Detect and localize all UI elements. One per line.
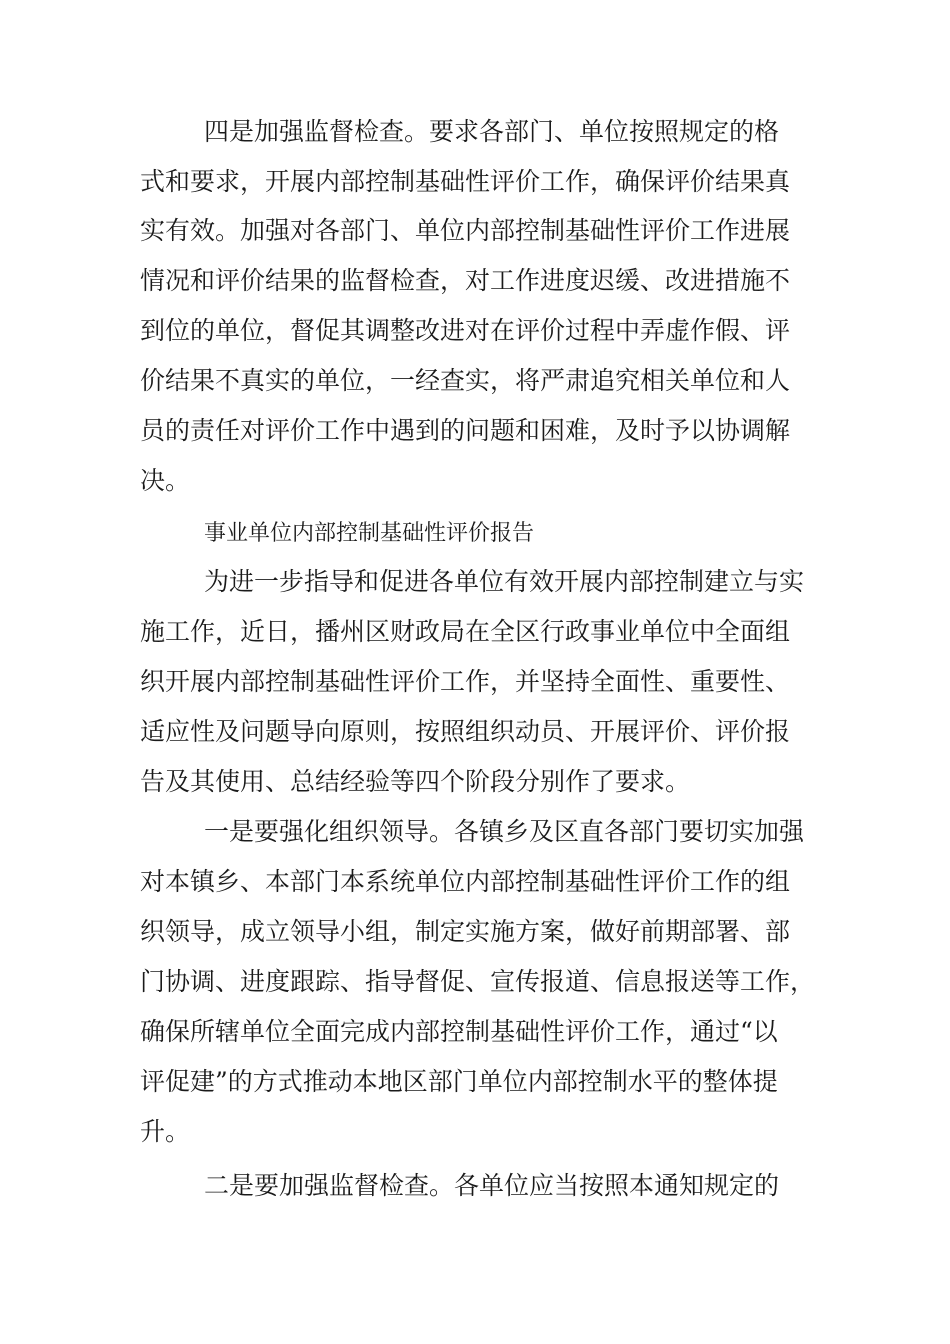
paragraph-1-line-1: 一是要强化组织领导。各镇乡及区直各部门要切实加强 — [204, 817, 805, 846]
paragraph-4-line-1: 四是加强监督检查。要求各部门、单位按照规定的格 — [204, 117, 780, 146]
intro-line-2: 施工作，近日，播州区财政局在全区行政事业单位中全面组 — [140, 617, 791, 646]
intro-line-1: 为进一步指导和促进各单位有效开展内部控制建立与实 — [204, 567, 805, 596]
paragraph-1-line-3: 织领导，成立领导小组，制定实施方案，做好前期部署、部 — [140, 917, 791, 946]
paragraph-1-line-2: 对本镇乡、本部门本系统单位内部控制基础性评价工作的组 — [140, 867, 791, 896]
paragraph-4-line-3: 实有效。加强对各部门、单位内部控制基础性评价工作进展 — [140, 216, 791, 245]
paragraph-4-line-8: 决。 — [140, 466, 191, 495]
paragraph-1-line-4: 门协调、进度跟踪、指导督促、宣传报道、信息报送等工作， — [140, 967, 816, 996]
paragraph-4-line-6: 价结果不真实的单位，一经查实，将严肃追究相关单位和人 — [140, 366, 791, 395]
document-title: 事业单位内部控制基础性评价报告 — [204, 521, 535, 546]
paragraph-4-line-7: 员的责任对评价工作中遇到的问题和困难，及时予以协调解 — [140, 416, 791, 445]
paragraph-4-line-2: 式和要求，开展内部控制基础性评价工作，确保评价结果真 — [140, 167, 791, 196]
intro-line-3: 织开展内部控制基础性评价工作，并坚持全面性、重要性、 — [140, 667, 791, 696]
paragraph-4-line-5: 到位的单位，督促其调整改进对在评价过程中弄虚作假、评 — [140, 316, 791, 345]
paragraph-4-line-4: 情况和评价结果的监督检查，对工作进度迟缓、改进措施不 — [140, 266, 791, 295]
paragraph-1-line-5: 确保所辖单位全面完成内部控制基础性评价工作，通过“以 — [140, 1017, 778, 1046]
paragraph-2-line-1: 二是要加强监督检查。各单位应当按照本通知规定的 — [204, 1171, 780, 1200]
paragraph-1-line-7: 升。 — [140, 1117, 191, 1146]
intro-line-5: 告及其使用、总结经验等四个阶段分别作了要求。 — [140, 767, 691, 796]
intro-line-4: 适应性及问题导向原则，按照组织动员、开展评价、评价报 — [140, 717, 791, 746]
paragraph-1-line-6: 评促建”的方式推动本地区部门单位内部控制水平的整体提 — [140, 1067, 778, 1096]
